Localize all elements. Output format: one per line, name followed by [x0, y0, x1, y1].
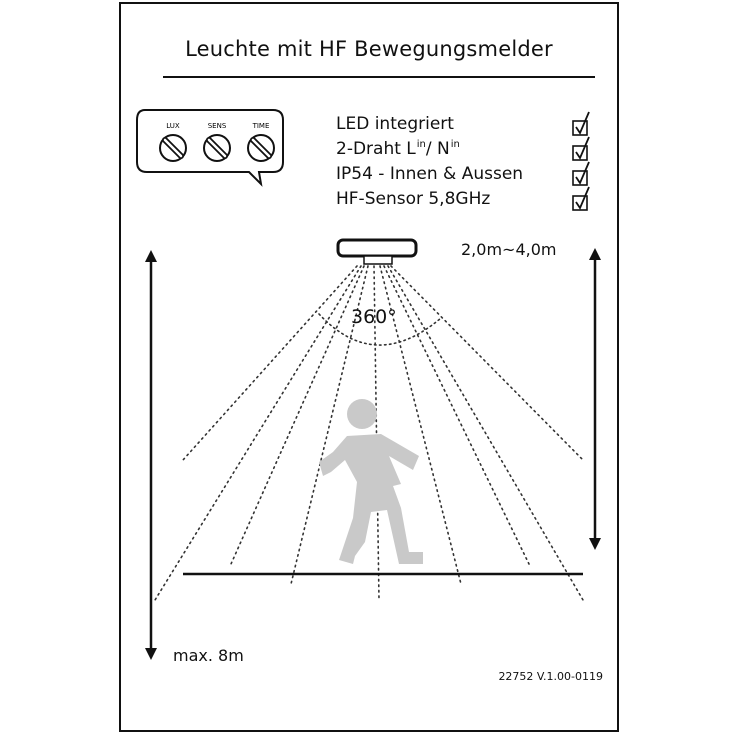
- title-divider: [163, 76, 595, 78]
- mounting-height-label: 2,0m~4,0m: [461, 240, 557, 259]
- checkbox-led-icon: [573, 112, 589, 135]
- detection-angle-label: 360°: [351, 306, 397, 328]
- product-label-sheet: [119, 2, 619, 732]
- checkbox-wire-icon: [573, 137, 589, 160]
- reference-code: 22752 V.1.00-0119: [498, 670, 603, 683]
- feature-hf: HF-Sensor 5,8GHz: [336, 189, 491, 209]
- feature-led: LED integriert: [336, 114, 454, 134]
- diagram-artwork: [121, 4, 617, 730]
- wire-sup-n: in: [450, 139, 460, 150]
- checkbox-list: [573, 112, 589, 210]
- time-knob-icon: [248, 135, 274, 161]
- lux-label: LUX: [166, 122, 180, 130]
- wire-sup-l: in: [416, 139, 426, 150]
- sens-label: SENS: [207, 122, 227, 130]
- checkbox-ip-icon: [573, 162, 589, 185]
- time-label: TIME: [252, 122, 270, 130]
- feature-wire: [336, 139, 460, 159]
- max-range-label: max. 8m: [173, 646, 244, 665]
- luminaire-icon: [338, 240, 416, 264]
- walking-person-icon: [319, 399, 423, 564]
- mounting-height-arrow: [589, 248, 601, 550]
- feature-ip: IP54 - Innen & Aussen: [336, 164, 524, 184]
- control-panel: [137, 110, 283, 184]
- wire-text: 2-Draht L: [336, 139, 416, 159]
- sens-knob-icon: [204, 135, 230, 161]
- checkbox-hf-icon: [573, 187, 589, 210]
- lux-knob-icon: [160, 135, 186, 161]
- wire-sep: / N: [425, 139, 450, 159]
- page-title: Leuchte mit HF Bewegungsmelder: [185, 37, 553, 61]
